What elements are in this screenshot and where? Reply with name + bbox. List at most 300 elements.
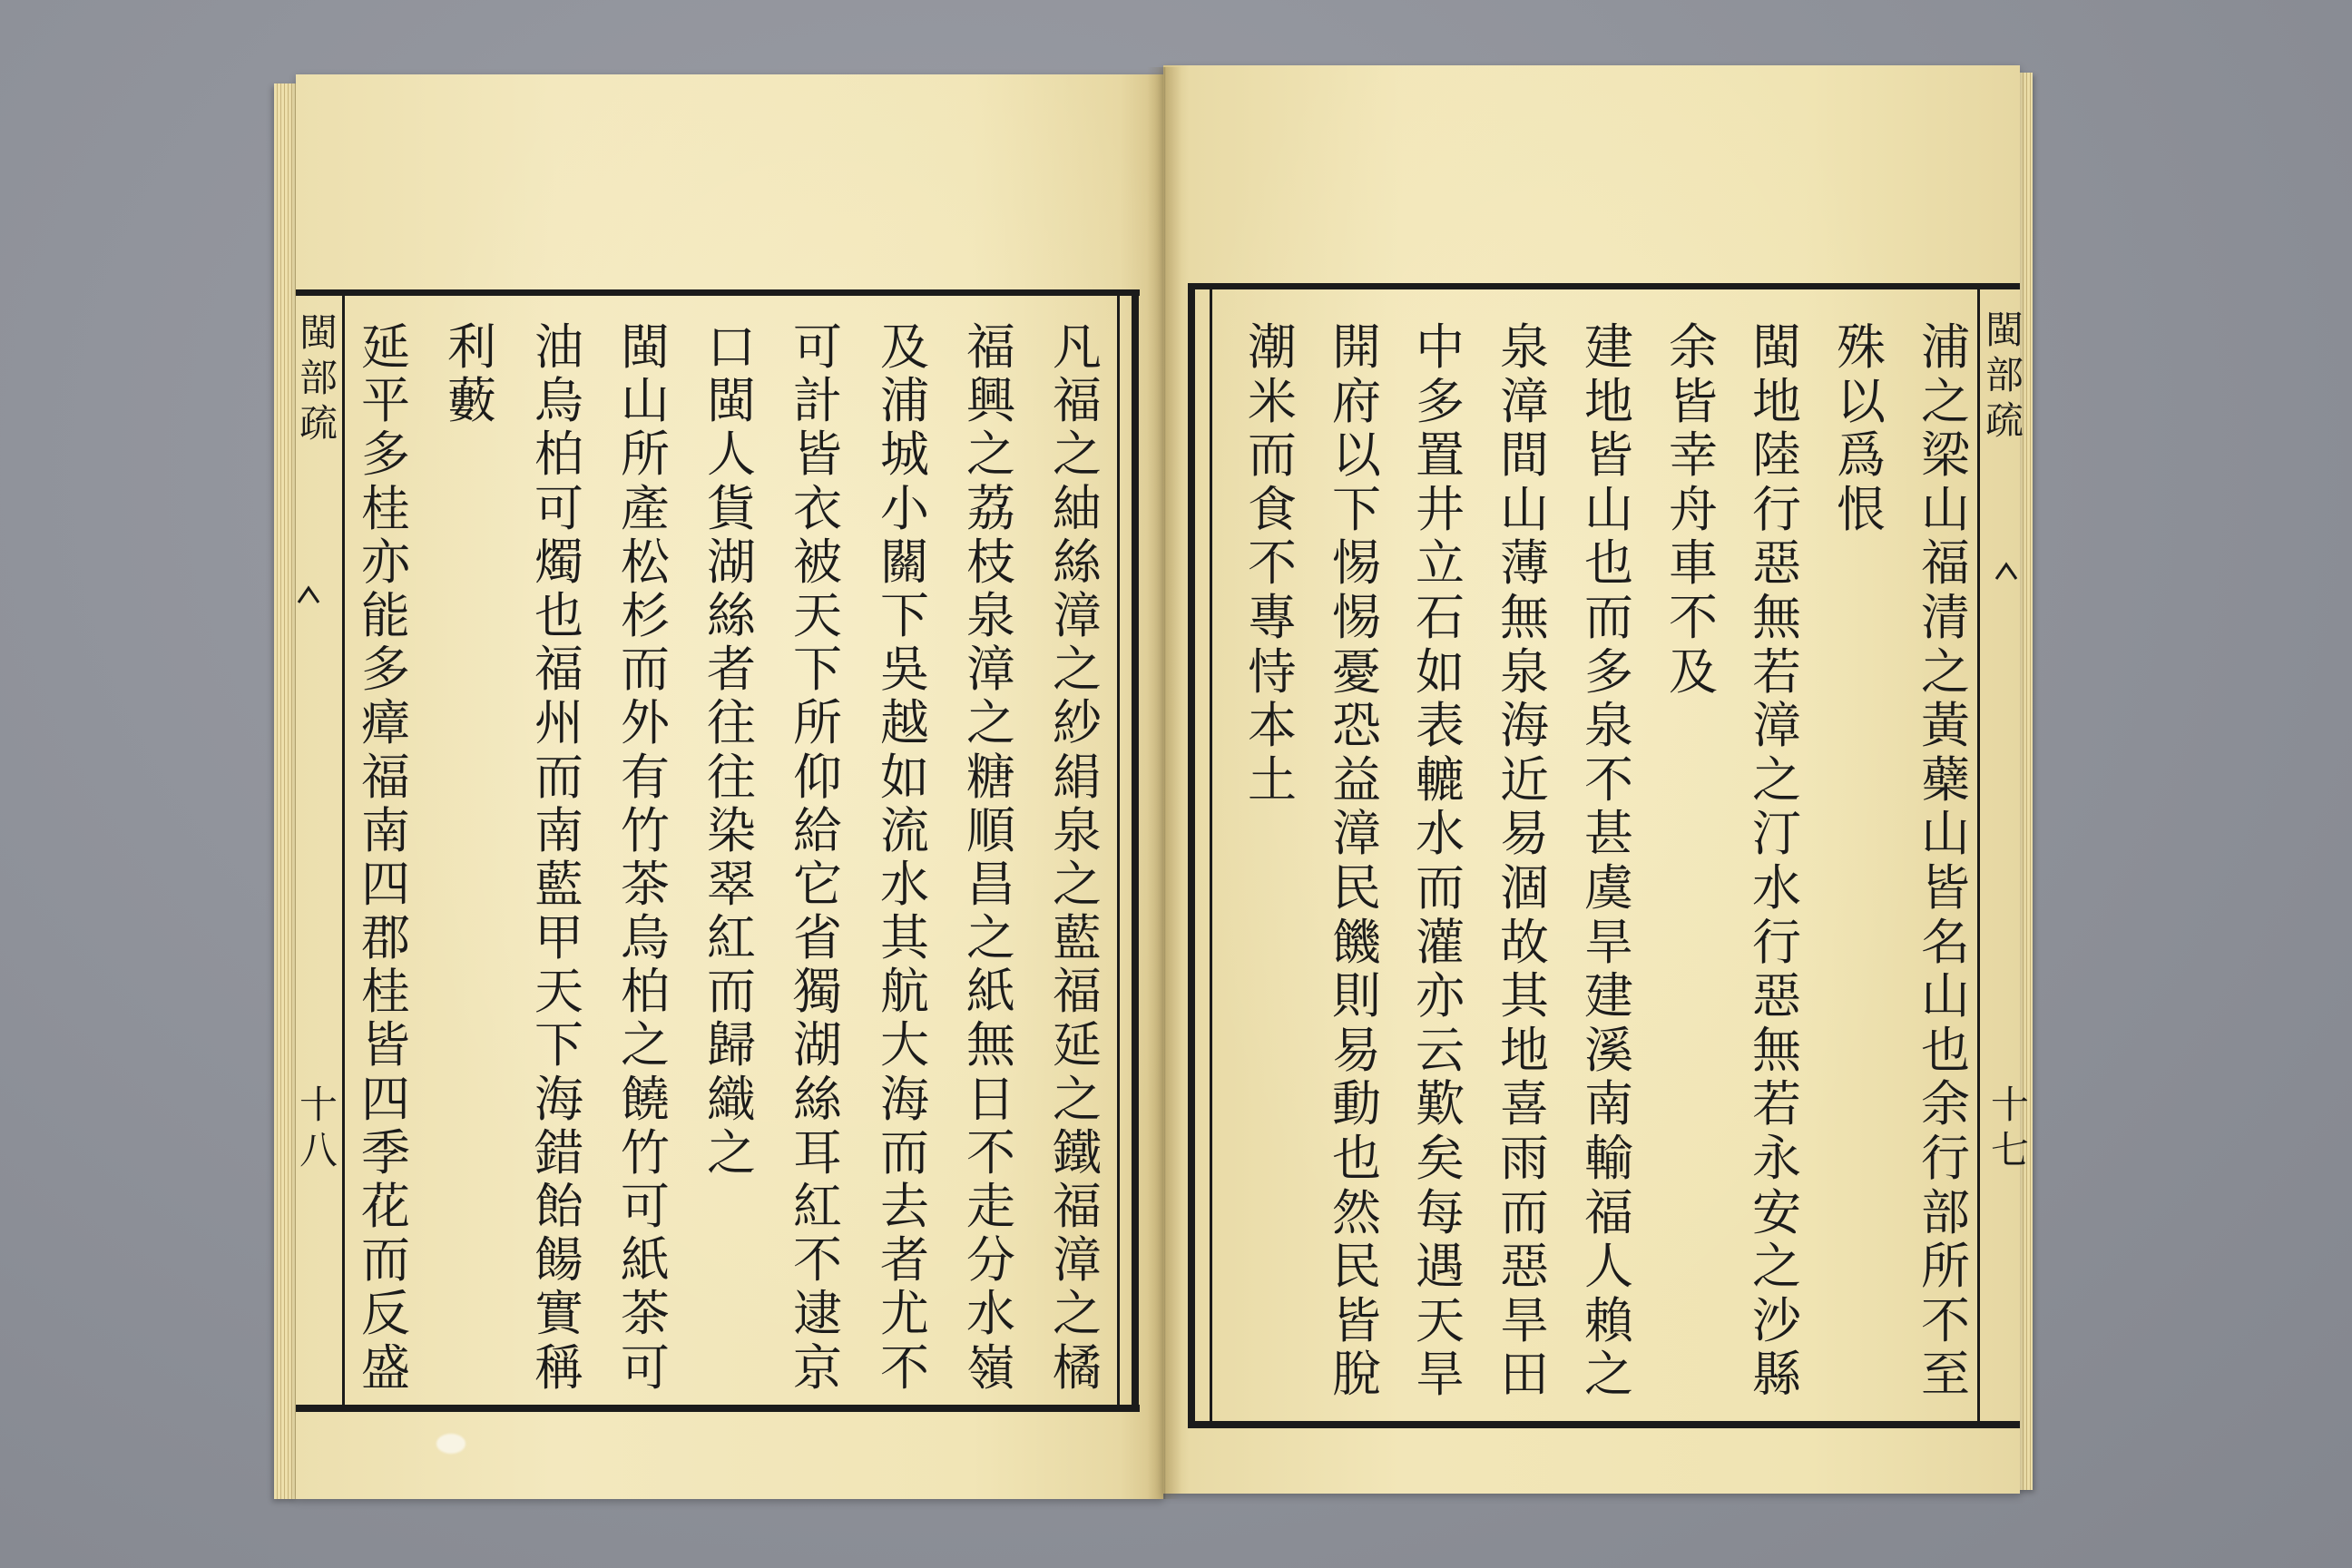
glyph: 計	[793, 372, 842, 430]
glyph: 饒	[621, 1070, 670, 1128]
glyph: 轆	[1416, 750, 1465, 808]
glyph: 省	[793, 909, 842, 967]
glyph: 七	[1990, 1128, 2029, 1172]
glyph: 燭	[534, 533, 583, 591]
glyph: 絲	[793, 1070, 842, 1128]
glyph: 也	[1584, 534, 1633, 593]
glyph: 浦	[880, 372, 929, 430]
glyph: 海	[1500, 697, 1549, 755]
glyph: 殊	[1837, 318, 1886, 376]
glyph: 亦	[1416, 967, 1465, 1025]
frame-bottom-border	[1188, 1421, 2020, 1428]
glyph: 虞	[1584, 858, 1633, 916]
left-page	[296, 74, 1163, 1499]
frame-inner-left-line	[1210, 283, 1212, 1428]
glyph: 地	[1500, 1021, 1549, 1079]
glyph: 平	[361, 372, 410, 430]
glyph: 也	[1332, 1129, 1381, 1187]
glyph: 之	[621, 1016, 670, 1074]
glyph: 汀	[1752, 805, 1801, 863]
glyph: 福	[1921, 534, 1970, 593]
glyph: 行	[1752, 913, 1801, 971]
glyph: 故	[1500, 913, 1549, 971]
glyph: 泉	[1500, 642, 1549, 701]
glyph: 皆	[361, 1016, 410, 1074]
glyph: 永	[1752, 1129, 1801, 1187]
glyph: 貨	[707, 479, 756, 537]
glyph: 泉	[1584, 697, 1633, 755]
glyph: 行	[1921, 1129, 1970, 1187]
glyph: 往	[707, 694, 756, 752]
glyph: 安	[1752, 1183, 1801, 1241]
glyph: 憂	[1332, 642, 1381, 701]
glyph: 獨	[793, 963, 842, 1021]
glyph: 皆	[1584, 426, 1633, 485]
glyph: 利	[447, 318, 496, 376]
text-column	[950, 320, 1032, 1395]
glyph: 人	[1584, 1238, 1633, 1296]
glyph: 以	[1837, 372, 1886, 430]
glyph: 土	[1248, 750, 1297, 808]
glyph: 惕	[1332, 588, 1381, 646]
glyph: 沙	[1752, 1291, 1801, 1349]
glyph: 開	[1332, 318, 1381, 376]
page-number	[1987, 1083, 2033, 1173]
glyph: 給	[793, 801, 842, 859]
glyph: 而	[880, 1123, 929, 1181]
glyph: 不	[1669, 588, 1718, 646]
glyph: 地	[1752, 372, 1801, 430]
glyph: 紅	[793, 1178, 842, 1235]
glyph: 福	[534, 641, 583, 699]
glyph: 之	[1053, 641, 1102, 699]
gutter-shadow	[1147, 67, 1181, 1499]
glyph: 者	[707, 641, 756, 699]
glyph: 流	[880, 801, 929, 859]
glyph: 矣	[1416, 1129, 1465, 1187]
glyph: 潮	[1248, 318, 1297, 376]
glyph: 杉	[621, 586, 670, 644]
glyph: 之	[1584, 1346, 1633, 1404]
glyph: 州	[534, 694, 583, 752]
glyph: 水	[966, 1285, 1015, 1343]
glyph: 無	[1500, 588, 1549, 646]
glyph: 湖	[793, 1016, 842, 1074]
glyph: 小	[880, 479, 929, 537]
glyph: 無	[966, 1016, 1015, 1074]
glyph: 能	[361, 586, 410, 644]
glyph: 反	[361, 1285, 410, 1343]
text-column	[1233, 320, 1311, 807]
glyph: 烏	[534, 372, 583, 430]
glyph: 本	[1248, 697, 1297, 755]
text-column	[691, 320, 772, 1180]
text-column	[604, 320, 686, 1395]
glyph: 藪	[447, 372, 496, 430]
glyph: 天	[1416, 1291, 1465, 1349]
glyph: 以	[1332, 426, 1381, 485]
glyph: 稱	[534, 1338, 583, 1396]
glyph: 荔	[966, 479, 1015, 537]
glyph: 井	[1416, 480, 1465, 538]
glyph: 之	[1921, 372, 1970, 430]
page-number	[296, 1083, 341, 1173]
glyph: 浦	[1921, 318, 1970, 376]
glyph: 及	[1669, 642, 1718, 701]
glyph: 田	[1500, 1346, 1549, 1404]
glyph: 建	[1584, 967, 1633, 1025]
glyph: 旱	[1416, 1346, 1465, 1404]
glyph: 之	[966, 694, 1015, 752]
glyph: 雨	[1500, 1129, 1549, 1187]
glyph: 水	[1752, 858, 1801, 916]
right-page	[1163, 65, 2029, 1494]
glyph: 多	[361, 426, 410, 484]
glyph: 梁	[1921, 426, 1970, 485]
glyph: 漳	[1053, 1231, 1102, 1289]
glyph: 若	[1752, 1075, 1801, 1133]
glyph: 福	[1053, 1178, 1102, 1235]
glyph: 部	[1984, 353, 2024, 397]
glyph: 惡	[1500, 1238, 1549, 1296]
glyph: 則	[1332, 967, 1381, 1025]
glyph: 也	[1921, 1021, 1970, 1079]
glyph: 橘	[1053, 1338, 1102, 1396]
text-column	[1822, 320, 1900, 536]
text-column	[1401, 320, 1479, 1402]
glyph: 枝	[966, 533, 1015, 591]
glyph: 之	[1752, 1238, 1801, 1296]
glyph: 人	[707, 426, 756, 484]
glyph: 而	[1248, 426, 1297, 485]
glyph: 之	[1921, 642, 1970, 701]
glyph: 不	[793, 1231, 842, 1289]
glyph: 去	[880, 1178, 929, 1235]
glyph: 溪	[1584, 1021, 1633, 1079]
glyph: 民	[1332, 858, 1381, 916]
glyph: 車	[1669, 534, 1718, 593]
glyph: 行	[1752, 480, 1801, 538]
glyph: 余	[1921, 1075, 1970, 1133]
glyph: 其	[880, 909, 929, 967]
glyph: 桂	[361, 479, 410, 537]
fishtail-mark	[297, 584, 320, 604]
glyph: 之	[966, 426, 1015, 484]
glyph: 歸	[707, 1016, 756, 1074]
glyph: 所	[793, 694, 842, 752]
glyph: 皆	[793, 426, 842, 484]
glyph: 山	[1500, 480, 1549, 538]
glyph: 皆	[1921, 858, 1970, 916]
glyph: 舟	[1669, 480, 1718, 538]
glyph: 下	[1332, 480, 1381, 538]
paper-blemish	[436, 1434, 466, 1454]
glyph: 可	[534, 479, 583, 537]
glyph: 之	[1053, 1070, 1102, 1128]
glyph: 逮	[793, 1285, 842, 1343]
glyph: 地	[1584, 372, 1633, 430]
glyph: 惕	[1332, 534, 1381, 593]
left-page-edges	[274, 83, 298, 1499]
glyph: 余	[1669, 318, 1718, 376]
glyph: 南	[1584, 1075, 1633, 1133]
fishtail-mark	[1994, 561, 2018, 581]
glyph: 城	[880, 426, 929, 484]
glyph: 賴	[1584, 1291, 1633, 1349]
glyph: 福	[1053, 372, 1102, 430]
glyph: 四	[361, 855, 410, 913]
glyph: 延	[361, 318, 410, 376]
glyph: 而	[534, 748, 583, 806]
glyph: 油	[534, 318, 583, 376]
glyph: 之	[707, 1123, 756, 1181]
glyph: 四	[361, 1070, 410, 1128]
glyph: 益	[1332, 750, 1381, 808]
glyph: 昌	[966, 855, 1015, 913]
glyph: 易	[1500, 805, 1549, 863]
glyph: 食	[1248, 480, 1297, 538]
glyph: 山	[1921, 805, 1970, 863]
glyph: 漳	[1332, 805, 1381, 863]
glyph: 灌	[1416, 913, 1465, 971]
glyph: 然	[1332, 1183, 1381, 1241]
glyph: 而	[1416, 858, 1465, 916]
glyph: 而	[1584, 588, 1633, 646]
text-column	[1485, 320, 1563, 1402]
text-column	[1654, 320, 1732, 699]
glyph: 如	[1416, 642, 1465, 701]
glyph: 多	[1416, 372, 1465, 430]
glyph: 閩	[299, 310, 338, 355]
glyph: 花	[361, 1178, 410, 1235]
glyph: 閩	[1752, 318, 1801, 376]
glyph: 京	[793, 1338, 842, 1396]
glyph: 惡	[1752, 534, 1801, 593]
glyph: 置	[1416, 426, 1465, 485]
glyph: 嶺	[966, 1338, 1015, 1396]
glyph: 藍	[534, 855, 583, 913]
glyph: 大	[880, 1016, 929, 1074]
glyph: 越	[880, 694, 929, 752]
glyph: 建	[1584, 318, 1633, 376]
glyph: 惡	[1752, 967, 1801, 1025]
glyph: 其	[1500, 967, 1549, 1025]
glyph: 不	[1248, 534, 1297, 593]
glyph: 如	[880, 748, 929, 806]
glyph: 蘗	[1921, 750, 1970, 808]
glyph: 口	[707, 318, 756, 376]
glyph: 絹	[1053, 748, 1102, 806]
glyph: 饑	[1332, 913, 1381, 971]
glyph: 興	[966, 372, 1015, 430]
glyph: 脫	[1332, 1346, 1381, 1404]
glyph: 石	[1416, 588, 1465, 646]
glyph: 旱	[1584, 913, 1633, 971]
glyph: 季	[361, 1123, 410, 1181]
glyph: 外	[621, 694, 670, 752]
text-column	[345, 320, 426, 1395]
glyph: 分	[966, 1231, 1015, 1289]
text-column	[1318, 320, 1396, 1402]
glyph: 多	[361, 641, 410, 699]
glyph: 實	[534, 1285, 583, 1343]
glyph: 衣	[793, 479, 842, 537]
text-column	[777, 320, 858, 1395]
glyph: 海	[534, 1070, 583, 1128]
glyph: 糖	[966, 748, 1015, 806]
glyph: 天	[534, 963, 583, 1021]
glyph: 山	[1921, 967, 1970, 1025]
glyph: 絲	[1053, 533, 1102, 591]
glyph: 漳	[966, 641, 1015, 699]
glyph: 紬	[1053, 479, 1102, 537]
glyph: 下	[534, 1016, 583, 1074]
text-column	[1738, 320, 1816, 1402]
frame-top-border	[1188, 283, 2020, 289]
glyph: 爲	[1837, 426, 1886, 485]
glyph: 柏	[621, 963, 670, 1021]
glyph: 不	[966, 1123, 1015, 1181]
glyph: 錯	[534, 1123, 583, 1181]
glyph: 茶	[621, 855, 670, 913]
glyph: 無	[1752, 1021, 1801, 1079]
glyph: 漳	[1053, 586, 1102, 644]
glyph: 亦	[361, 533, 410, 591]
text-column	[518, 320, 600, 1395]
glyph: 若	[1752, 642, 1801, 701]
glyph: 云	[1416, 1021, 1465, 1079]
glyph: 名	[1921, 913, 1970, 971]
glyph: 山	[1584, 480, 1633, 538]
glyph: 紅	[707, 909, 756, 967]
glyph: 染	[707, 801, 756, 859]
glyph: 往	[707, 748, 756, 806]
glyph: 竹	[621, 1123, 670, 1181]
glyph: 不	[1921, 1291, 1970, 1349]
glyph: 盛	[361, 1338, 410, 1396]
glyph: 海	[880, 1070, 929, 1128]
glyph: 福	[1584, 1183, 1633, 1241]
glyph: 無	[1752, 588, 1801, 646]
glyph: 幸	[1669, 426, 1718, 485]
glyph: 閩	[621, 318, 670, 376]
glyph: 郡	[361, 909, 410, 967]
glyph: 福	[1053, 963, 1102, 1021]
glyph: 近	[1500, 750, 1549, 808]
glyph: 藍	[1053, 909, 1102, 967]
glyph: 泉	[1053, 801, 1102, 859]
glyph: 漳	[1752, 697, 1801, 755]
glyph: 柏	[534, 426, 583, 484]
glyph: 紙	[966, 963, 1015, 1021]
glyph: 之	[1053, 855, 1102, 913]
glyph: 桂	[361, 963, 410, 1021]
glyph: 喜	[1500, 1075, 1549, 1133]
glyph: 福	[966, 318, 1015, 376]
glyph: 間	[1500, 426, 1549, 485]
glyph: 疏	[1984, 398, 2024, 443]
glyph: 恨	[1837, 480, 1886, 538]
glyph: 航	[880, 963, 929, 1021]
glyph: 南	[361, 801, 410, 859]
glyph: 涸	[1500, 858, 1549, 916]
glyph: 遇	[1416, 1238, 1465, 1296]
glyph: 恐	[1332, 697, 1381, 755]
glyph: 餳	[534, 1231, 583, 1289]
glyph: 紗	[1053, 694, 1102, 752]
glyph: 閩	[1984, 308, 2024, 352]
glyph: 山	[621, 372, 670, 430]
glyph: 也	[534, 586, 583, 644]
glyph: 烏	[621, 909, 670, 967]
glyph: 米	[1248, 372, 1297, 430]
glyph: 山	[1921, 480, 1970, 538]
frame-outer-right-line	[1132, 289, 1139, 1412]
glyph: 延	[1053, 1016, 1102, 1074]
glyph: 絲	[707, 586, 756, 644]
glyph: 之	[966, 909, 1015, 967]
glyph: 湖	[707, 533, 756, 591]
glyph: 所	[1921, 1238, 1970, 1296]
glyph: 八	[299, 1128, 338, 1172]
glyph: 泉	[1500, 318, 1549, 376]
glyph: 下	[793, 641, 842, 699]
glyph: 瘴	[361, 694, 410, 752]
glyph: 皆	[1669, 372, 1718, 430]
glyph: 織	[707, 1070, 756, 1128]
glyph: 部	[299, 356, 338, 400]
glyph: 之	[1752, 750, 1801, 808]
glyph: 南	[534, 801, 583, 859]
glyph: 飴	[534, 1178, 583, 1235]
glyph: 陸	[1752, 426, 1801, 485]
glyph: 黃	[1921, 697, 1970, 755]
glyph: 紙	[621, 1231, 670, 1289]
glyph: 府	[1332, 372, 1381, 430]
glyph: 尤	[880, 1285, 929, 1343]
glyph: 至	[1921, 1346, 1970, 1404]
glyph: 茶	[621, 1285, 670, 1343]
glyph: 凡	[1053, 318, 1102, 376]
glyph: 動	[1332, 1075, 1381, 1133]
glyph: 順	[966, 801, 1015, 859]
glyph: 鐵	[1053, 1123, 1102, 1181]
glyph: 下	[880, 586, 929, 644]
glyph: 及	[880, 318, 929, 376]
glyph: 而	[621, 641, 670, 699]
text-column	[1036, 320, 1118, 1395]
glyph: 每	[1416, 1183, 1465, 1241]
glyph: 日	[966, 1070, 1015, 1128]
glyph: 輸	[1584, 1129, 1633, 1187]
glyph: 可	[793, 318, 842, 376]
glyph: 泉	[966, 586, 1015, 644]
glyph: 易	[1332, 1021, 1381, 1079]
glyph: 皆	[1332, 1291, 1381, 1349]
glyph: 竹	[621, 801, 670, 859]
frame-top-border	[296, 289, 1140, 296]
fold-title	[1982, 308, 2027, 444]
glyph: 不	[880, 1338, 929, 1396]
glyph: 有	[621, 748, 670, 806]
glyph: 專	[1248, 588, 1297, 646]
glyph: 民	[1332, 1238, 1381, 1296]
glyph: 閩	[707, 372, 756, 430]
glyph: 耳	[793, 1123, 842, 1181]
glyph: 表	[1416, 697, 1465, 755]
glyph: 它	[793, 855, 842, 913]
glyph: 不	[1584, 750, 1633, 808]
